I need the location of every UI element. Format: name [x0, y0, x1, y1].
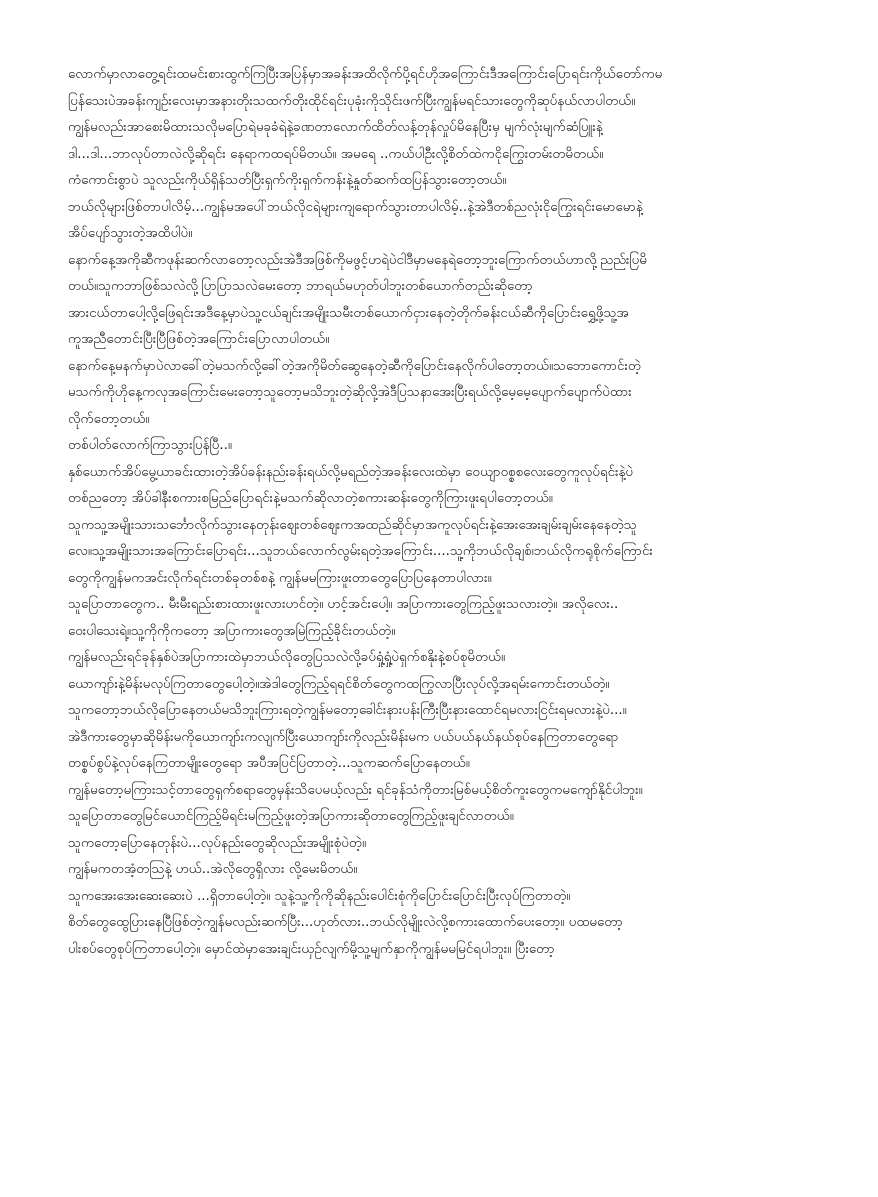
text-line: နှစ်ယောက်အိပ်မွေ့ယာခင်းထားတဲ့အိပ်ခန်းနည်းခန်းရယ်လို့မရည်တဲ့အခန်းလေးထဲမှာ ဝေယျာဝစ္စစလေးတွေကူလုပ်ရင်းနဲ့ပဲ: [68, 464, 634, 480]
text-line: အိပ်ပျော်သွားတဲ့အထိပါပဲ။: [68, 226, 193, 241]
text-line: ကျွန်မတော့မကြားသင့်တာတွေရှက်စရာတွေမှန်းသိပေမယ့်လည်း ရင်ခုန်သံကိုတားမြစ်မယ့်စိတ်ကူးတွေကမကျော်နိုင်ပါဘူး။: [68, 782, 643, 798]
text-line: သူပြောတာတွေမြင်ယောင်ကြည့်မိရင်းမကြည့်ဖူးတဲ့အပြာကားဆိုတာတွေကြည့်ဖူးချင်လာတယ်။: [68, 809, 514, 824]
text-line: မသက်ကိုဟိုနေ့ကလုအကြောင်းမေးတော့သူတော့မသိဘူးတဲ့ဆိုလို့အဲဒီပြသနာအေးပြီးရယ်လို့မေ့မေ့ပျောက်ပျောက်ပဲထား: [68, 385, 632, 400]
text-line: သူကအေးအေးဆေးဆေးပဲ ...ရှိတာပေါ့တဲ့။ သူနဲ့သူ့ကိုကိုဆိုနည်းပေါင်းစုံကိုပြောင်းပြောင်းပြီးလုပ်ကြတာတဲ့။: [68, 888, 571, 904]
text-line: ပြန်သေးပဲအခန်းကျဉ်းလေးမှာအနားတိုးသထက်တိုးထိုင်ရင်းပုခုံးကိုသိုင်းဖက်ပြီးကျွန်မရင်သားတွေကိုဆုပ်နယ်လာပါတယ်။: [68, 93, 636, 109]
text-line: ဘယ်လိုများဖြစ်တာပါလိမ့်...ကျွန်မအပေါ်ဘယ်လိုငရဲများကျရောက်သွားတာပါလိမ့်..နဲ့အဲဒီတစ်ညလုံးငိုကြွေးရင်းမောမောနဲ့: [68, 199, 643, 215]
text-line: နောက်နေ့မနက်မှာပဲလာခေါ်တဲ့မသက်လို့ခေါ်တဲ့အကိုမိတ်ဆွေနေတဲ့ဆီကိုပြောင်းနေလိုက်ပါတော့တယ်။သဘောကောင်းတဲ့: [68, 358, 641, 374]
text-line: တစ်ညတော့ အိပ်ခါနီးစကားစမြည်ပြောရင်းနဲ့မသက်ဆိုလာတဲ့စကားဆန်းတွေကိုကြားဖူးရပါတော့တယ်။: [68, 491, 553, 506]
text-line: အားငယ်တာပေါ့လို့ဖြေရင်းအဒီနေ့မှာပဲသူ့ငယ်ချင်းအမျိုးသမီးတစ်ယောက်ငှားနေတဲ့တိုက်ခန်းငယ်ဆီကိုပြောင်းရွှေ့ဖို့သူ့အ: [68, 305, 629, 321]
text-line: ဝေးပါသေးရဲ့။သူ့ကိုကိုကတော့ အပြာကားတွေအမြဲကြည့်ခိုင်းတယ်တဲ့။: [68, 623, 396, 639]
text-line: တစ္စပ်စွပ်နဲ့လုပ်နေကြတာမျိုးတွေရော အပီအပြင်ပြတာတဲ့...သူကဆက်ပြောနေတယ်။: [68, 756, 470, 771]
text-line: ကူအညီတောင်းပြီးပြီဖြစ်တဲ့အကြောင်းပြောလာပါတယ်။: [68, 332, 330, 347]
text-line: လောက်မှာလာတွေ့ရင်းထမင်းစားထွက်ကြပြီးအပြန်မှာအခန်းအထိလိုက်ပို့ရင်ဟိုအကြောင်းဒီအကြောင်းပြောရင်းကိုယ်တော်ကမ: [68, 67, 663, 82]
text-line: ယောကျာ်းနဲ့မိန်းမလုပ်ကြတာတွေပေါ့တဲ့။အဲဒါတွေကြည့်ရရင်စိတ်တွေကထကြွလာပြီးလုပ်လို့အရမ်းကောင်းတယ်တဲ့။: [68, 676, 610, 692]
text-line: အဲဒီကားတွေမှာဆိုမိန်းမကိုယောကျာ်းကလျက်ပြီးယောကျာ်းကိုလည်းမိန်းမက ပယ်ပယ်နယ်နယ်စုပ်နေကြတာတွေရော: [68, 729, 619, 745]
text-line: ဒါ...ဒါ...ဘာလုပ်တာလဲလို့ဆိုရင်း နေရာကထရပ်မိတယ်။ အမရေ ..ကယ်ပါဦးလို့စိတ်ထဲကငိုကြွေးတမ်းတမိတယ်။: [68, 146, 604, 162]
text-line: တွေကိုကျွန်မကအင်းလိုက်ရင်းတစ်ခုတစ်စနဲ့ ကျွန်မမကြားဖူးတာတွေပြောပြနေတာပါလား။: [68, 570, 492, 586]
text-line: ကျွန်မကတအံ့တသြနဲ့ ဟယ်..အဲလိုတွေရှိလား လို့မေးမိတယ်။: [68, 862, 358, 877]
text-line: နောက်နေ့အကိုဆီကဖုန်းဆက်လာတော့လည်းအဲဒီအဖြစ်ကိုမဖွင့်ဟရဲပဲငါဒီမှာမနေရဲတော့ဘူးကြောက်တယ်ဟာလို့ညည်းပြမိ: [68, 252, 647, 268]
text-line: လိုက်တော့တယ်။: [68, 411, 150, 427]
text-line: ကျွန်မလည်းရင်ခုန်နှစ်ပဲအပြာကားထဲမှာဘယ်လိုတွေပြသလဲလို့ခပ်ရှုံ့ရှုံ့ပဲရှက်စနိုးနဲ့စပ်စုမိတယ်။: [68, 650, 506, 665]
text-line: တစ်ပါတ်လောက်ကြာသွားပြန်ပြီ..။: [68, 438, 232, 453]
text-line: သူပြောတာတွေက.. မီးမီးရည်းစားထားဖူးလားဟင်တဲ့။ ဟင့်အင်းပေါ့။ အပြာကားတွေကြည့်ဖူးသလားတဲ့။ အလိုလေး..: [68, 597, 619, 612]
text-line: သူကသူ့အမျိုးသားသင်္ဘောလိုက်သွားနေတုန်းဈေးတစ်ဈေးကအထည်ဆိုင်မှာအကူလုပ်ရင်းနဲ့အေးအေးချမ်းချမ်းနေနေတဲ့သူ: [68, 517, 637, 533]
text-line: သူကတော့ပြောနေတုန်းပဲ...လုပ်နည်းတွေဆိုလည်းအမျိုးစုံပဲတဲ့။: [68, 835, 367, 851]
text-line: ကျွန်မလည်းအာစေးမိထားသလိုမပြောရဲမခုခံရဲနဲ့ခဏတာလောက်ထိတ်လန့်တုန်လှုပ်မိနေပြီးမှ မျက်လုံးမျက်ဆံပြူးနဲ့: [68, 120, 603, 135]
text-line: [68, 963, 820, 990]
document-page: [68, 62, 820, 990]
text-line: ပါးစပ်တွေစုပ်ကြတာပေါ့တဲ့။ မှောင်ထဲမှာအေးချင်းယှဉ်လျက်မို့သူ့မျက်နှာကိုကျွန်မမမြင်ရပါဘူး။ ပြီးတော့: [68, 941, 555, 957]
text-line: လေ။သူ့အမျိုးသားအကြောင်းပြောရင်း...သူဘယ်လောက်လွမ်းရတဲ့အကြောင်း....သူ့ကိုဘယ်လိုချစ်၊ဘယ်လိုကရုစိုက်ကြောင်း: [68, 544, 653, 559]
text-line: စိတ်တွေထွေပြားနေပြီဖြစ်တဲ့ကျွန်မလည်းဆက်ပြီး...ဟုတ်လား..ဘယ်လိုမျိုးလဲလို့စကားထောက်ပေးတော့။ ပထမတော့: [68, 915, 623, 930]
text-line: တယ်။သူကဘာဖြစ်သလဲလို့ပြာပြာသလဲမေးတော့ ဘာရယ်မဟုတ်ပါဘူးတစ်ယောက်တည်းဆိုတော့: [68, 279, 533, 294]
text-line: သူကတော့ဘယ်လိုပြောနေတယ်မသိဘူးကြားရတဲ့ကျွန်မတော့ခေါင်းနားပန်းကြီးပြီးနားထောင်ရမလားငြင်းရမလားနဲ့ပဲ...။: [68, 703, 627, 718]
text-line: ကံကောင်းစွာပဲ သူလည်းကိုယ်ရှိန်သတ်ပြီးရှက်ကိုးရှက်ကန်းနဲ့နှုတ်ဆက်ထပြန်သွားတော့တယ်။: [68, 173, 507, 188]
